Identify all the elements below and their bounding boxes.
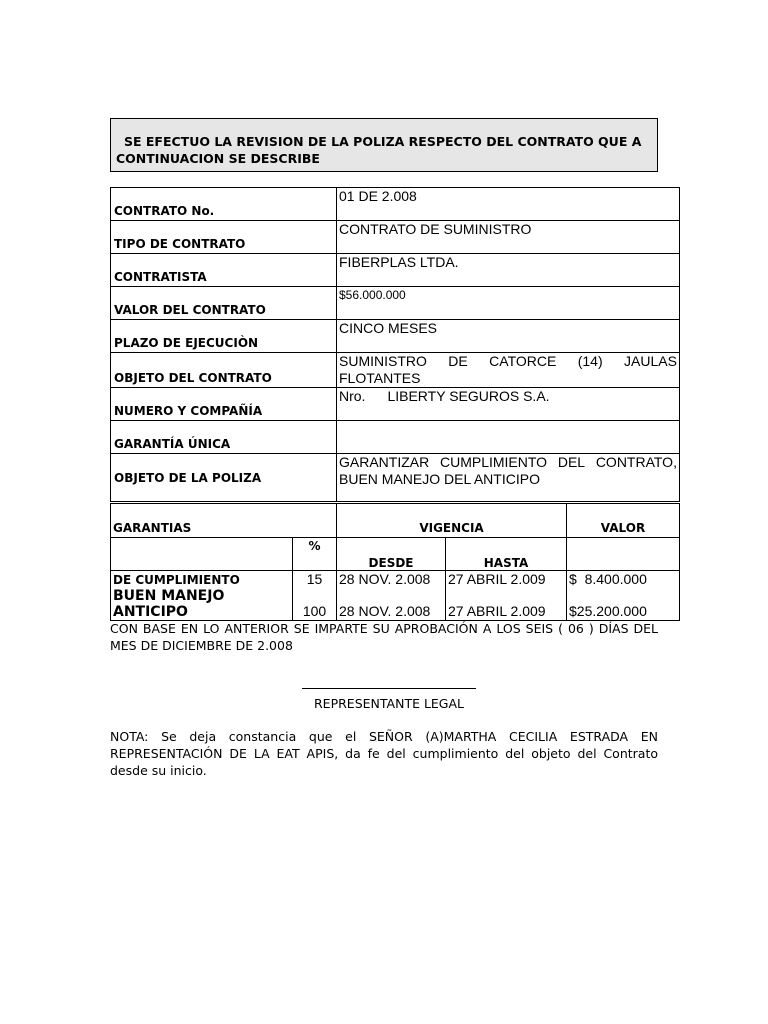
contract-object-value (337, 353, 680, 388)
value-header: VALOR (567, 504, 680, 538)
contract-object-word: (14) (577, 353, 603, 369)
guarantee-name: DE CUMPLIMIENTO (111, 571, 293, 589)
execution-term-label: PLAZO DE EJECUCIÒN (111, 320, 337, 353)
guarantee-value: $25.200.000 (567, 588, 680, 621)
review-header-box (110, 118, 658, 172)
policy-number-prefix: Nro. (339, 388, 366, 404)
single-guarantee-label: GARANTÍA ÚNICA (111, 421, 337, 454)
policy-object-word: GARANTIZAR (339, 454, 430, 470)
contract-details-table (110, 187, 680, 502)
contract-row (111, 254, 680, 287)
contract-row (111, 454, 680, 502)
guarantees-header: GARANTIAS (111, 504, 337, 538)
guarantee-to: 27 ABRIL 2.009 (446, 588, 567, 621)
guarantee-value: $ 8.400.000 (567, 571, 680, 589)
single-guarantee-value (337, 421, 680, 454)
contract-object-word: CATORCE (489, 353, 557, 369)
guarantee-from: 28 NOV. 2.008 (337, 588, 446, 621)
table-row (111, 571, 680, 589)
policy-object-word: CUMPLIMIENTO (439, 454, 548, 470)
contract-row (111, 353, 680, 388)
contract-type-label: TIPO DE CONTRATO (111, 221, 337, 254)
contract-object-word: DE (448, 353, 468, 369)
contract-number-value: 01 DE 2.008 (337, 188, 680, 221)
guarantee-percent: 100 (293, 588, 337, 621)
note-paragraph: NOTA: Se deja constancia que el SEÑOR (A)MARTHA CECILIA ESTRADA EN REPRESENTACIÓN DE LA EAT APIS, da fe del cumplimiento del objeto del Contrato desde su inicio. (110, 729, 658, 778)
empty-cell (111, 538, 293, 571)
contract-value-amount: $56.000.000 (337, 287, 680, 320)
policy-object-word: CONTRATO, (595, 454, 677, 470)
contract-row (111, 320, 680, 353)
contractor-value: FIBERPLAS LTDA. (337, 254, 680, 287)
contract-row (111, 287, 680, 320)
header-line-2: CONTINUACION SE DESCRIBE (116, 151, 320, 166)
guarantee-name: BUEN MANEJO ANTICIPO (111, 588, 293, 621)
header-line-1: SE EFECTUO LA REVISION DE LA POLIZA RESPECTO DEL CONTRATO QUE A (124, 134, 642, 149)
policy-object-label: OBJETO DE LA POLIZA (111, 454, 337, 502)
table-row (111, 588, 680, 621)
execution-term-value: CINCO MESES (337, 320, 680, 353)
signature-line (302, 688, 476, 689)
guarantee-from: 28 NOV. 2.008 (337, 571, 446, 589)
signature-label: REPRESENTANTE LEGAL (313, 696, 465, 711)
contract-row (111, 421, 680, 454)
policy-object-line-2: BUEN MANEJO DEL ANTICIPO (339, 471, 540, 487)
contract-value-label: VALOR DEL CONTRATO (111, 287, 337, 320)
approval-paragraph: CON BASE EN LO ANTERIOR SE IMPARTE SU APROBACIÓN A LOS SEIS ( 06 ) DÍAS DEL MES DE DICIEMBRE DE 2.008 (110, 621, 658, 653)
contractor-label: CONTRATISTA (111, 254, 337, 287)
guarantees-header-row (111, 504, 680, 538)
validity-header: VIGENCIA (337, 504, 567, 538)
percent-header: % (293, 538, 337, 571)
guarantee-to: 27 ABRIL 2.009 (446, 571, 567, 589)
policy-object-value (337, 454, 680, 502)
to-header: HASTA (446, 538, 567, 571)
contract-object-line-2: FLOTANTES (339, 370, 421, 386)
insurer-name: LIBERTY SEGUROS S.A. (387, 388, 550, 404)
guarantees-table (110, 503, 680, 621)
contract-object-label: OBJETO DEL CONTRATO (111, 353, 337, 388)
policy-object-word: DEL (557, 454, 586, 470)
guarantee-percent: 15 (293, 571, 337, 589)
from-header: DESDE (337, 538, 446, 571)
contract-row (111, 188, 680, 221)
contract-row (111, 388, 680, 421)
contract-type-value: CONTRATO DE SUMINISTRO (337, 221, 680, 254)
contract-row (111, 221, 680, 254)
contract-object-word: JAULAS (624, 353, 677, 369)
contract-number-label: CONTRATO No. (111, 188, 337, 221)
contract-object-word: SUMINISTRO (339, 353, 427, 369)
policy-number-company-label: NUMERO Y COMPAÑÍA (111, 388, 337, 421)
empty-cell (567, 538, 680, 571)
policy-number-company-value (337, 388, 680, 421)
guarantees-subheader-row (111, 538, 680, 571)
